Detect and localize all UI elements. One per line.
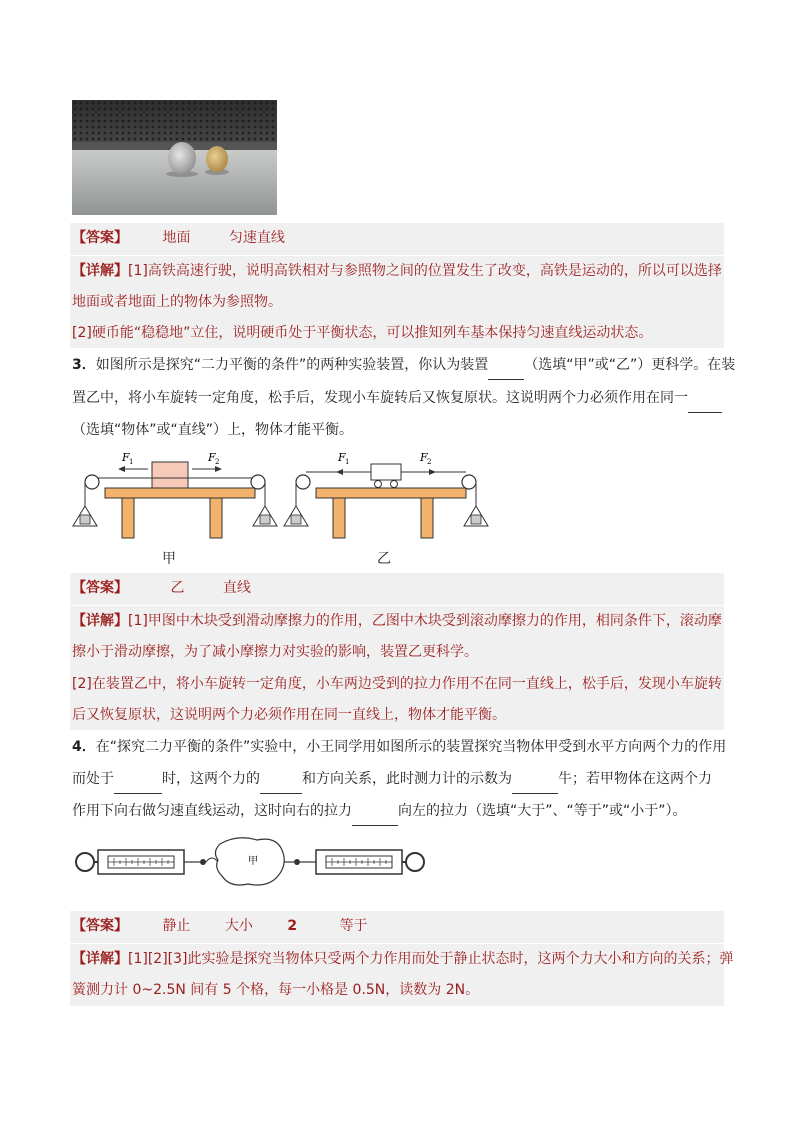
q3-detail-1a: [72, 606, 724, 636]
q3-detail-text-1a: [1]甲图中木块受到滑动摩擦力的作用，乙图中木块受到滚动摩擦力的作用，相同条件下，滚动摩: [128, 613, 722, 629]
q4-text-a: [72, 732, 727, 762]
q4-blank-2[interactable]: [260, 775, 302, 794]
q4-text-b4: 牛；若甲物体在这两个力: [558, 771, 712, 787]
q4-figure: [72, 830, 432, 892]
q3-detail-1b: 擦小于滑动摩擦，为了减小摩擦力对实验的影响，装置乙更科学。: [72, 644, 478, 660]
q3-text-b: [72, 383, 724, 413]
q3-answer-1: 乙: [170, 580, 185, 596]
q4-text-b: [72, 764, 724, 794]
q4-answer-2: 大小: [224, 918, 253, 934]
f1-label-left: F: [122, 451, 130, 464]
spring-scale-left: [76, 850, 218, 874]
answer-label: 【答案】: [72, 230, 128, 246]
apparatus-right: [284, 451, 488, 538]
q4-blank-1[interactable]: [114, 775, 162, 794]
q3-text-a2: （选填“甲”或“乙”）更科学。在装: [524, 357, 736, 373]
q4-detail-1b: 簧测力计 0~2.5N 间有 5 个格，每一小格是 0.5N，读数为 2N。: [72, 982, 480, 998]
q4-text-a-content: 在“探究二力平衡的条件”实验中，小王同学用如图所示的装置探究当物体甲受到水平方向两个力的作用: [95, 739, 727, 755]
q3-text-a1: 如图所示是探究“二力平衡的条件”的两种实验装置，你认为装置: [95, 357, 489, 373]
answer-label: 【答案】: [72, 918, 128, 934]
q4-text-b2: 时，这两个力的: [162, 771, 260, 787]
body-jia-label: 甲: [248, 856, 258, 867]
q4-blank-4[interactable]: [352, 807, 398, 826]
f1-label-right: F: [338, 451, 346, 464]
q3-text-c: （选填“物体”或“直线”）上，物体才能平衡。: [72, 422, 354, 438]
fig-label-right: 乙: [377, 551, 391, 567]
q2-detail-1a: [72, 256, 724, 286]
q2-detail-text-1a: [1]高铁高速行驶，说明高铁相对与参照物之间的位置发生了改变，高铁是运动的，所以可以选择: [128, 263, 722, 279]
q4-detail-text-1a: [1][2][3]此实验是探究当物体只受两个力作用而处于静止状态时，这两个力大小和方向的关系；弹: [128, 951, 734, 967]
detail-label: 【详解】: [72, 951, 128, 967]
q4-number: 4．: [72, 739, 96, 755]
q4-detail-1a: [72, 944, 734, 974]
q3-answer-2: 直线: [222, 580, 251, 596]
spring-scale-right: [284, 850, 424, 874]
q3-text-b1: 置乙中，将小车旋转一定角度，松手后，发现小车旋转后又恢复原状。这说明两个力必须作用在同一: [72, 390, 688, 406]
q4-blank-3[interactable]: [512, 775, 558, 794]
q3-number: 3．: [72, 357, 96, 373]
coin-photo: [72, 100, 277, 215]
q4-text-b3: 和方向关系，此时测力计的示数为: [302, 771, 512, 787]
detail-label: 【详解】: [72, 263, 128, 279]
q2-detail-2: [2]硬币能“稳稳地”立住，说明硬币处于平衡状态，可以推知列车基本保持匀速直线运动状态。: [72, 325, 653, 341]
q3-blank-2[interactable]: [688, 394, 722, 413]
detail-label: 【详解】: [72, 613, 128, 629]
f1-sub-right: 1: [345, 458, 350, 466]
q4-text-c2: 向左的拉力（选填“大于”、“等于”或“小于”）。: [398, 803, 687, 819]
f2-sub-right: 2: [427, 458, 432, 466]
q3-detail-2a: [2]在装置乙中，将小车旋转一定角度，小车两边受到的拉力作用不在同一直线上，松手后，发现小车旋转: [72, 676, 722, 692]
q4-text-b1: 而处于: [72, 771, 114, 787]
body-jia: [215, 838, 284, 885]
q4-answer-3: 2: [287, 918, 298, 934]
q4-answer-line: [72, 911, 724, 941]
q3-text-a: [72, 350, 736, 380]
answer-label: 【答案】: [72, 580, 128, 596]
q4-text-c1: 作用下向右做匀速直线运动，这时向右的拉力: [72, 803, 352, 819]
q3-blank-1[interactable]: [488, 361, 524, 380]
q2-answer-line: [72, 223, 724, 253]
q2-detail-1b: 地面或者地面上的物体为参照物。: [72, 294, 282, 310]
apparatus-left: [73, 451, 277, 538]
q3-answer-line: [72, 573, 724, 603]
q4-answer-1: 静止: [162, 918, 191, 934]
q3-detail-2b: 后又恢复原状，这说明两个力必须作用在同一直线上，物体才能平衡。: [72, 707, 506, 723]
q4-answer-4: 等于: [339, 918, 368, 934]
f2-sub-left: 2: [215, 458, 220, 466]
fig-label-left: 甲: [162, 551, 176, 567]
f1-sub-left: 1: [129, 458, 134, 466]
q2-answer-1: 地面: [162, 230, 191, 246]
q4-text-c: [72, 796, 724, 826]
q2-answer-2: 匀速直线: [228, 230, 285, 246]
f2-label-left: F: [208, 451, 216, 464]
f2-label-right: F: [420, 451, 428, 464]
q3-figure: [70, 448, 490, 573]
